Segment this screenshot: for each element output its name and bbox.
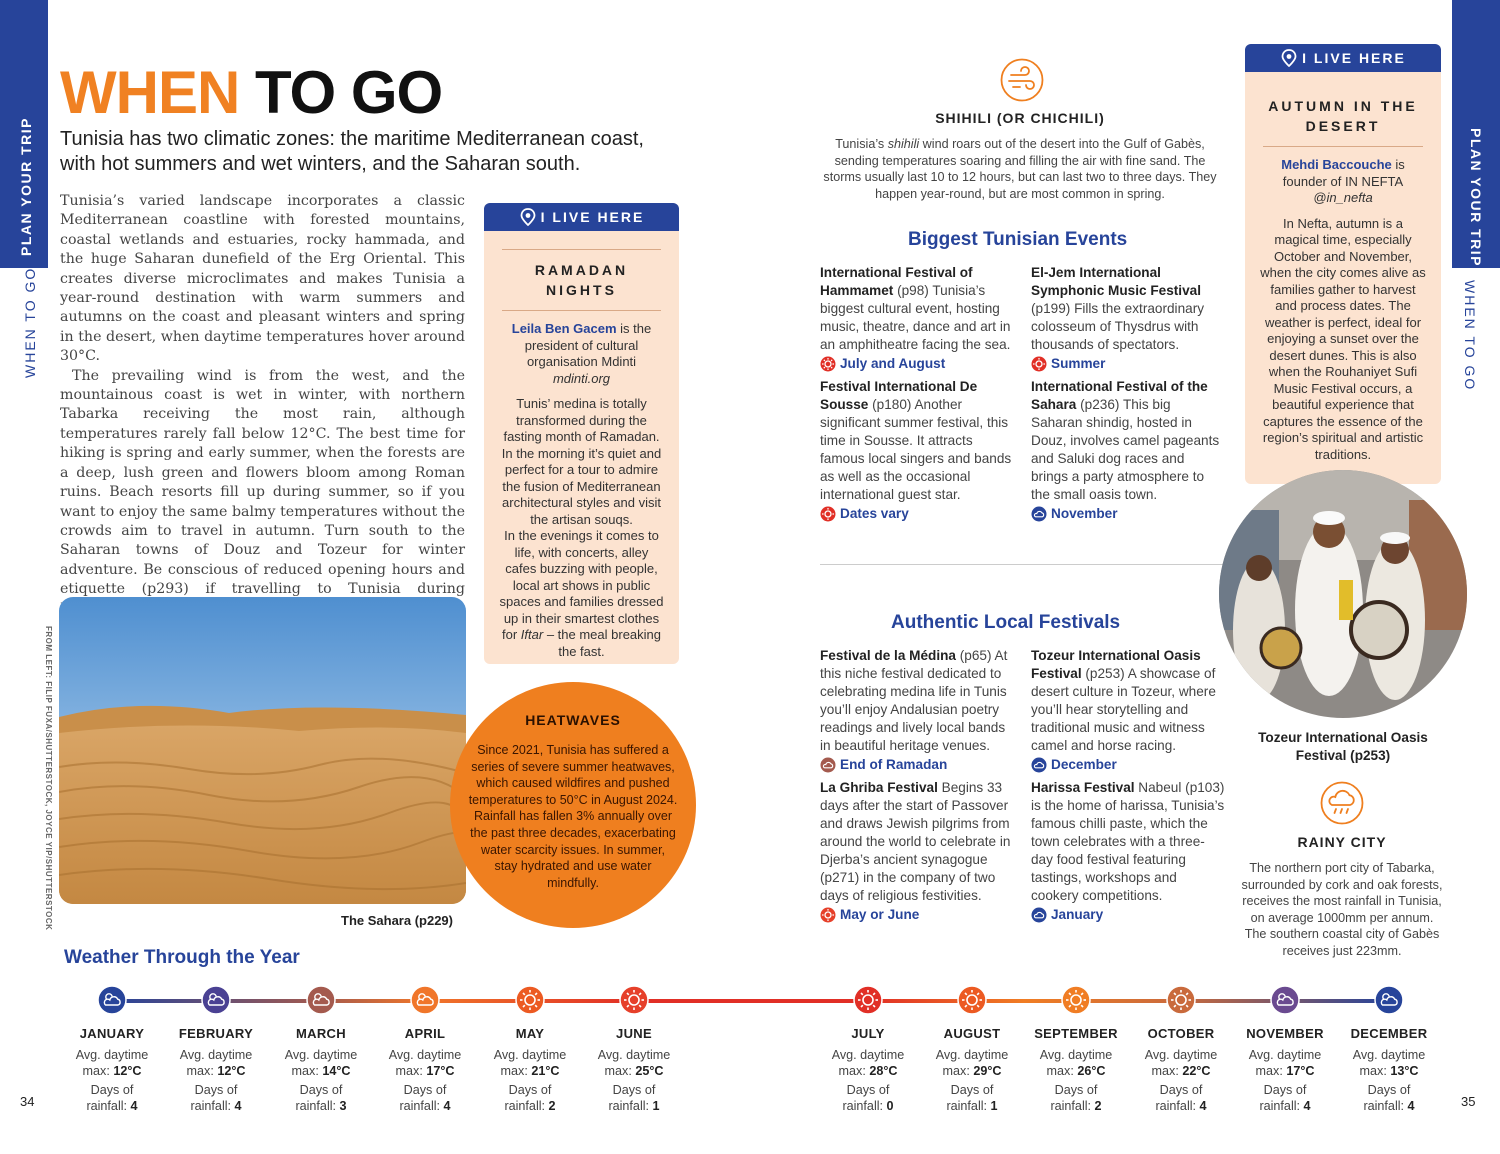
weather-month: [917, 985, 1027, 1114]
event-name: Festival International De Sousse: [820, 379, 978, 412]
month-temp: Avg. daytime max: 17°C: [388, 1048, 462, 1078]
festival-date: January: [1031, 906, 1225, 924]
month-temp: Avg. daytime max: 21°C: [493, 1048, 567, 1078]
ilh-header-label: I LIVE HERE: [1302, 50, 1406, 66]
weather-month: [1334, 985, 1444, 1114]
month-name: OCTOBER: [1147, 1026, 1215, 1041]
event-name: International Festival of Hammamet: [820, 265, 973, 298]
month-temp: Avg. daytime max: 26°C: [1039, 1048, 1113, 1078]
sun-icon: [820, 356, 836, 372]
event-desc: (p98) Tunisia’s biggest cultural event, hosting music, theatre, dance and art in an amphitheatre facing the sea.: [820, 283, 1011, 352]
rainy-city-title: RAINY CITY: [1297, 834, 1387, 850]
weather-month: [161, 985, 271, 1114]
location-pin-icon: [1280, 49, 1298, 67]
cloud-sun-icon: [1374, 985, 1404, 1015]
page-number-right: 35: [1461, 1094, 1476, 1109]
month-name: JUNE: [616, 1026, 652, 1041]
month-temp: Avg. daytime max: 17°C: [1248, 1048, 1322, 1078]
weather-month: [813, 985, 923, 1114]
events-heading: Biggest Tunisian Events: [908, 229, 1128, 250]
cloud-sun-icon: [1031, 757, 1047, 773]
month-name: FEBRUARY: [178, 1026, 254, 1041]
sun-icon: [619, 985, 649, 1015]
month-temp: Avg. daytime max: 12°C: [75, 1048, 149, 1078]
ilh-header: [484, 203, 679, 231]
event-item: [820, 264, 1016, 373]
sahara-photo: [59, 597, 466, 904]
month-temp: Avg. daytime max: 13°C: [1352, 1048, 1426, 1078]
ilh-header: [1245, 44, 1441, 72]
cloud-sun-icon: [820, 757, 836, 773]
event-desc: (p199) Fills the extraordinary colosseum of Thysdrus with thousands of spectators.: [1031, 301, 1205, 352]
weather-heading: Weather Through the Year: [64, 947, 300, 968]
festivals-heading: Authentic Local Festivals: [891, 612, 1121, 633]
right-edge-tab: [1452, 0, 1500, 268]
month-rainfall: Days of rainfall: 4: [1155, 1083, 1207, 1113]
month-temp: Avg. daytime max: 14°C: [284, 1048, 358, 1078]
festival-name: La Ghriba Festival: [820, 780, 938, 795]
month-name: NOVEMBER: [1246, 1026, 1324, 1041]
ilh-contributor: [1245, 157, 1441, 207]
month-name: SEPTEMBER: [1034, 1026, 1118, 1041]
body-paragraph: The prevailing wind is from the west, and the mountainous coast is wet in winter, with northern Tabarka receiving the most rain, although temperatures rarely fall below 12°C. The best time for hiking is spring and early summer, when the forests are a deep, lush green and flowers bloom among Roman ruins. Beach resorts fill up during summer, so if you want to enjoy the same balmy temperatures without the crowds aim to travel in autumn. Turn south to the Saharan towns of Douz and Tozeur for winter adventure. Be conscious of reduced opening hours and etiquette (p293) if travelling to Tunisia during: [60, 367, 465, 598]
autumn-desert-box: [1245, 44, 1441, 484]
sun-icon: [1031, 356, 1047, 372]
month-name: JANUARY: [79, 1026, 145, 1041]
festival-name: Tozeur International Oasis Festival: [1031, 648, 1201, 681]
festival-desc: (p253) A showcase of desert culture in Tozeur, where you’ll hear storytelling and traditional music and witness camel and horse racing.: [1031, 666, 1216, 753]
month-name: DECEMBER: [1350, 1026, 1428, 1041]
weather-month: [266, 985, 376, 1114]
page-number-left: 34: [20, 1094, 35, 1109]
sun-icon: [957, 985, 987, 1015]
month-rainfall: Days of rainfall: 0: [842, 1083, 894, 1113]
body-paragraph: Tunisia’s varied landscape incorporates a classic Mediterranean coastline with forested mountains, coastal wetlands and estuaries, rocky hammada, and the huge Saharan dunefield of the Erg Oriental. This creates diverse microclimates and makes Tunisia a year-round destination with warm summers and autumns on the coast and pleasant winters and spring in the desert, when daytime temperatures hover around 30°C.: [60, 193, 465, 365]
weather-month: [579, 985, 689, 1114]
month-name: MAY: [515, 1026, 545, 1041]
month-temp: Avg. daytime max: 28°C: [831, 1048, 905, 1078]
month-temp: Avg. daytime max: 29°C: [935, 1048, 1009, 1078]
month-rainfall: Days of rainfall: 4: [1363, 1083, 1415, 1113]
ilh-text: In Nefta, autumn is a magical time, especially October and November, when the city comes alive as families gather to harvest and process dates. The weather is perfect, ideal for enjoying a sunset over the desert dunes. This is also when the Rouhaniyet Sufi Music Festival occurs, a beautiful experience that captures the essence of the region’s spiritual and artistic traditions.: [1260, 215, 1426, 462]
event-item: [1031, 264, 1225, 373]
ilh-title: AUTUMN IN THE DESERT: [1268, 98, 1418, 134]
month-name: AUGUST: [943, 1026, 1001, 1041]
sun-icon: [853, 985, 883, 1015]
heatwaves-title: HEATWAVES: [525, 712, 621, 728]
festival-name: Harissa Festival: [1031, 780, 1135, 795]
month-rainfall: Days of rainfall: 4: [399, 1083, 451, 1113]
page-title-rest: TO GO: [254, 59, 443, 126]
left-edge-tab: [0, 0, 48, 268]
contributor-role: is the president of cultural organisation Mdinti: [524, 321, 652, 369]
cloud-sun-icon: [1031, 907, 1047, 923]
event-item: [820, 378, 1020, 523]
intro-text: Tunisia has two climatic zones: the maritime Mediterranean coast, with hot summers and wet winters, and the Saharan south.: [60, 128, 644, 175]
shihili-title: SHIHILI (OR CHICHILI): [935, 110, 1105, 126]
weather-month: [57, 985, 167, 1114]
cloud-sun-icon: [201, 985, 231, 1015]
right-section-label: WHEN TO GO: [1462, 280, 1478, 392]
ilh-text: Tunis’ medina is totally transformed during the fasting month of Ramadan. In the morning it’s quiet and perfect for a tour to admire the fusion of Mediterranean architectural styles and visit the artisan souqs.: [501, 396, 662, 527]
month-name: MARCH: [296, 1026, 346, 1041]
festival-item: [820, 647, 1016, 774]
festival-date: December: [1031, 756, 1225, 774]
festival-date: End of Ramadan: [820, 756, 1016, 774]
rain-cloud-icon: [1320, 781, 1364, 825]
heatwaves-box: [450, 682, 696, 928]
cloud-sun-icon: [306, 985, 336, 1015]
month-temp: Avg. daytime max: 12°C: [179, 1048, 253, 1078]
contributor-handle: mdinti.org: [552, 370, 611, 386]
month-temp: Avg. daytime max: 22°C: [1144, 1048, 1218, 1078]
festival-photo: [1219, 470, 1467, 718]
location-pin-icon: [519, 208, 537, 226]
month-rainfall: Days of rainfall: 4: [86, 1083, 138, 1113]
wind-icon: [1000, 58, 1044, 102]
sun-icon: [820, 506, 836, 522]
festival-desc: (p65) At this niche festival dedicated to celebrating medina life in Tunis you’ll enjoy Andalusian poetry readings and lively local bands in beautiful heritage venues.: [820, 648, 1008, 753]
ilh-title: RAMADAN NIGHTS: [534, 262, 629, 298]
month-rainfall: Days of rainfall: 4: [1259, 1083, 1311, 1113]
sun-icon: [515, 985, 545, 1015]
month-name: JULY: [851, 1026, 885, 1041]
month-name: APRIL: [404, 1026, 446, 1041]
contributor-name: Leila Ben Gacem: [511, 321, 617, 336]
festival-name: Festival de la Médina: [820, 648, 956, 663]
left-section-label: WHEN TO GO: [22, 266, 38, 378]
month-rainfall: Days of rainfall: 2: [1050, 1083, 1102, 1113]
event-date: Summer: [1031, 355, 1225, 373]
sun-icon: [1166, 985, 1196, 1015]
weather-month: [1021, 985, 1131, 1114]
sun-icon: [820, 907, 836, 923]
cloud-sun-icon: [97, 985, 127, 1015]
section-divider: [820, 564, 1224, 565]
ilh-header-label: I LIVE HERE: [540, 209, 645, 225]
weather-month: [370, 985, 480, 1114]
cloud-sun-icon: [1270, 985, 1300, 1015]
photo-caption: The Sahara (p229): [341, 913, 453, 928]
event-item: [1031, 378, 1225, 527]
festival-item: [820, 779, 1016, 924]
contributor-name: Mehdi Baccouche: [1281, 157, 1392, 172]
photo-credit: FROM LEFT: FILIP FUXA/SHUTTERSTOCK, JOYCE YIP/SHUTTERSTOCK: [44, 626, 53, 931]
festival-desc: Nabeul (p103) is the home of harissa, Tunisia’s famous chilli paste, which the town celebrates with a three-day food festival featuring tastings, workshops and cookery competitions.: [1031, 780, 1225, 903]
cloud-sun-icon: [410, 985, 440, 1015]
body-text: [60, 192, 465, 619]
event-date: Dates vary: [820, 505, 1020, 523]
ilh-text-continued: In the evenings it comes to life, with concerts, alley cafes buzzing with people, local art shows in public spaces and families dressed up in their smartest clothes for Iftar – the meal breaking the fast.: [499, 528, 664, 659]
month-rainfall: Days of rainfall: 4: [190, 1083, 242, 1113]
rainy-city-text: The northern port city of Tabarka, surrounded by cork and oak forests, receives the most rainfall in Tunisia, on average 1000mm per annum. The southern coastal city of Gabès receives just 223mm.: [1241, 861, 1443, 958]
festival-desc: Begins 33 days after the start of Passover and draws Jewish pilgrims from around the world to celebrate in Djerba’s ancient synagogue (p271) in the company of two days of religious festivities.: [820, 780, 1011, 903]
event-date: November: [1031, 505, 1117, 523]
festival-item: [1031, 647, 1225, 774]
month-rainfall: Days of rainfall: 3: [295, 1083, 347, 1113]
sun-icon: [1061, 985, 1091, 1015]
ramadan-nights-box: [484, 203, 679, 664]
month-rainfall: Days of rainfall: 2: [504, 1083, 556, 1113]
page-title-highlight: WHEN: [60, 59, 240, 126]
event-name: El-Jem International Symphonic Music Festival: [1031, 265, 1201, 298]
right-edge-tab-label: PLAN YOUR TRIP: [1468, 128, 1484, 267]
month-rainfall: Days of rainfall: 1: [608, 1083, 660, 1113]
contributor-handle: @in_nefta: [1313, 190, 1373, 205]
left-edge-tab-label: PLAN YOUR TRIP: [18, 117, 34, 256]
month-temp: Avg. daytime max: 25°C: [597, 1048, 671, 1078]
month-rainfall: Days of rainfall: 1: [946, 1083, 998, 1113]
contributor-role: is founder of IN NEFTA: [1282, 157, 1405, 189]
weather-month: [1126, 985, 1236, 1114]
festival-photo-caption: Tozeur International Oasis Festival (p253): [1258, 730, 1428, 763]
ilh-contributor: [484, 321, 679, 387]
shihili-text: Tunisia’s shihili wind roars out of the desert into the Gulf of Gabès, sending temperatures soaring and filling the air with fine sand. The storms usually last 10 to 12 hours, but can last two to three days. They happen year-round, but are most common in spring.: [823, 137, 1217, 201]
cloud-sun-icon: [1031, 506, 1047, 522]
event-date: July and August: [820, 355, 1016, 373]
festival-item: [1031, 779, 1225, 924]
weather-month: [1230, 985, 1340, 1114]
festival-date: May or June: [820, 906, 1016, 924]
event-desc: (p180) Another significant summer festival, this time in Sousse. It attracts famous local singers and bands as well as the occasional international guest star.: [820, 397, 1012, 502]
event-name: International Festival of the Sahara: [1031, 379, 1208, 412]
page-title: [60, 58, 442, 127]
event-desc: (p236) This big Saharan shindig, hosted in Douz, involves camel pageants and Saluki dog races and brings a party atmosphere to the small oasis town.: [1031, 397, 1220, 502]
weather-month: [475, 985, 585, 1114]
heatwaves-text: Since 2021, Tunisia has suffered a series of severe summer heatwaves, which caused wildfires and pushed temperatures to 50°C in August 2024. Rainfall has fallen 3% annually over the past three decades, exacerbating water scarcity issues. In summer, stay hydrated and use water mindfully.: [468, 743, 678, 890]
